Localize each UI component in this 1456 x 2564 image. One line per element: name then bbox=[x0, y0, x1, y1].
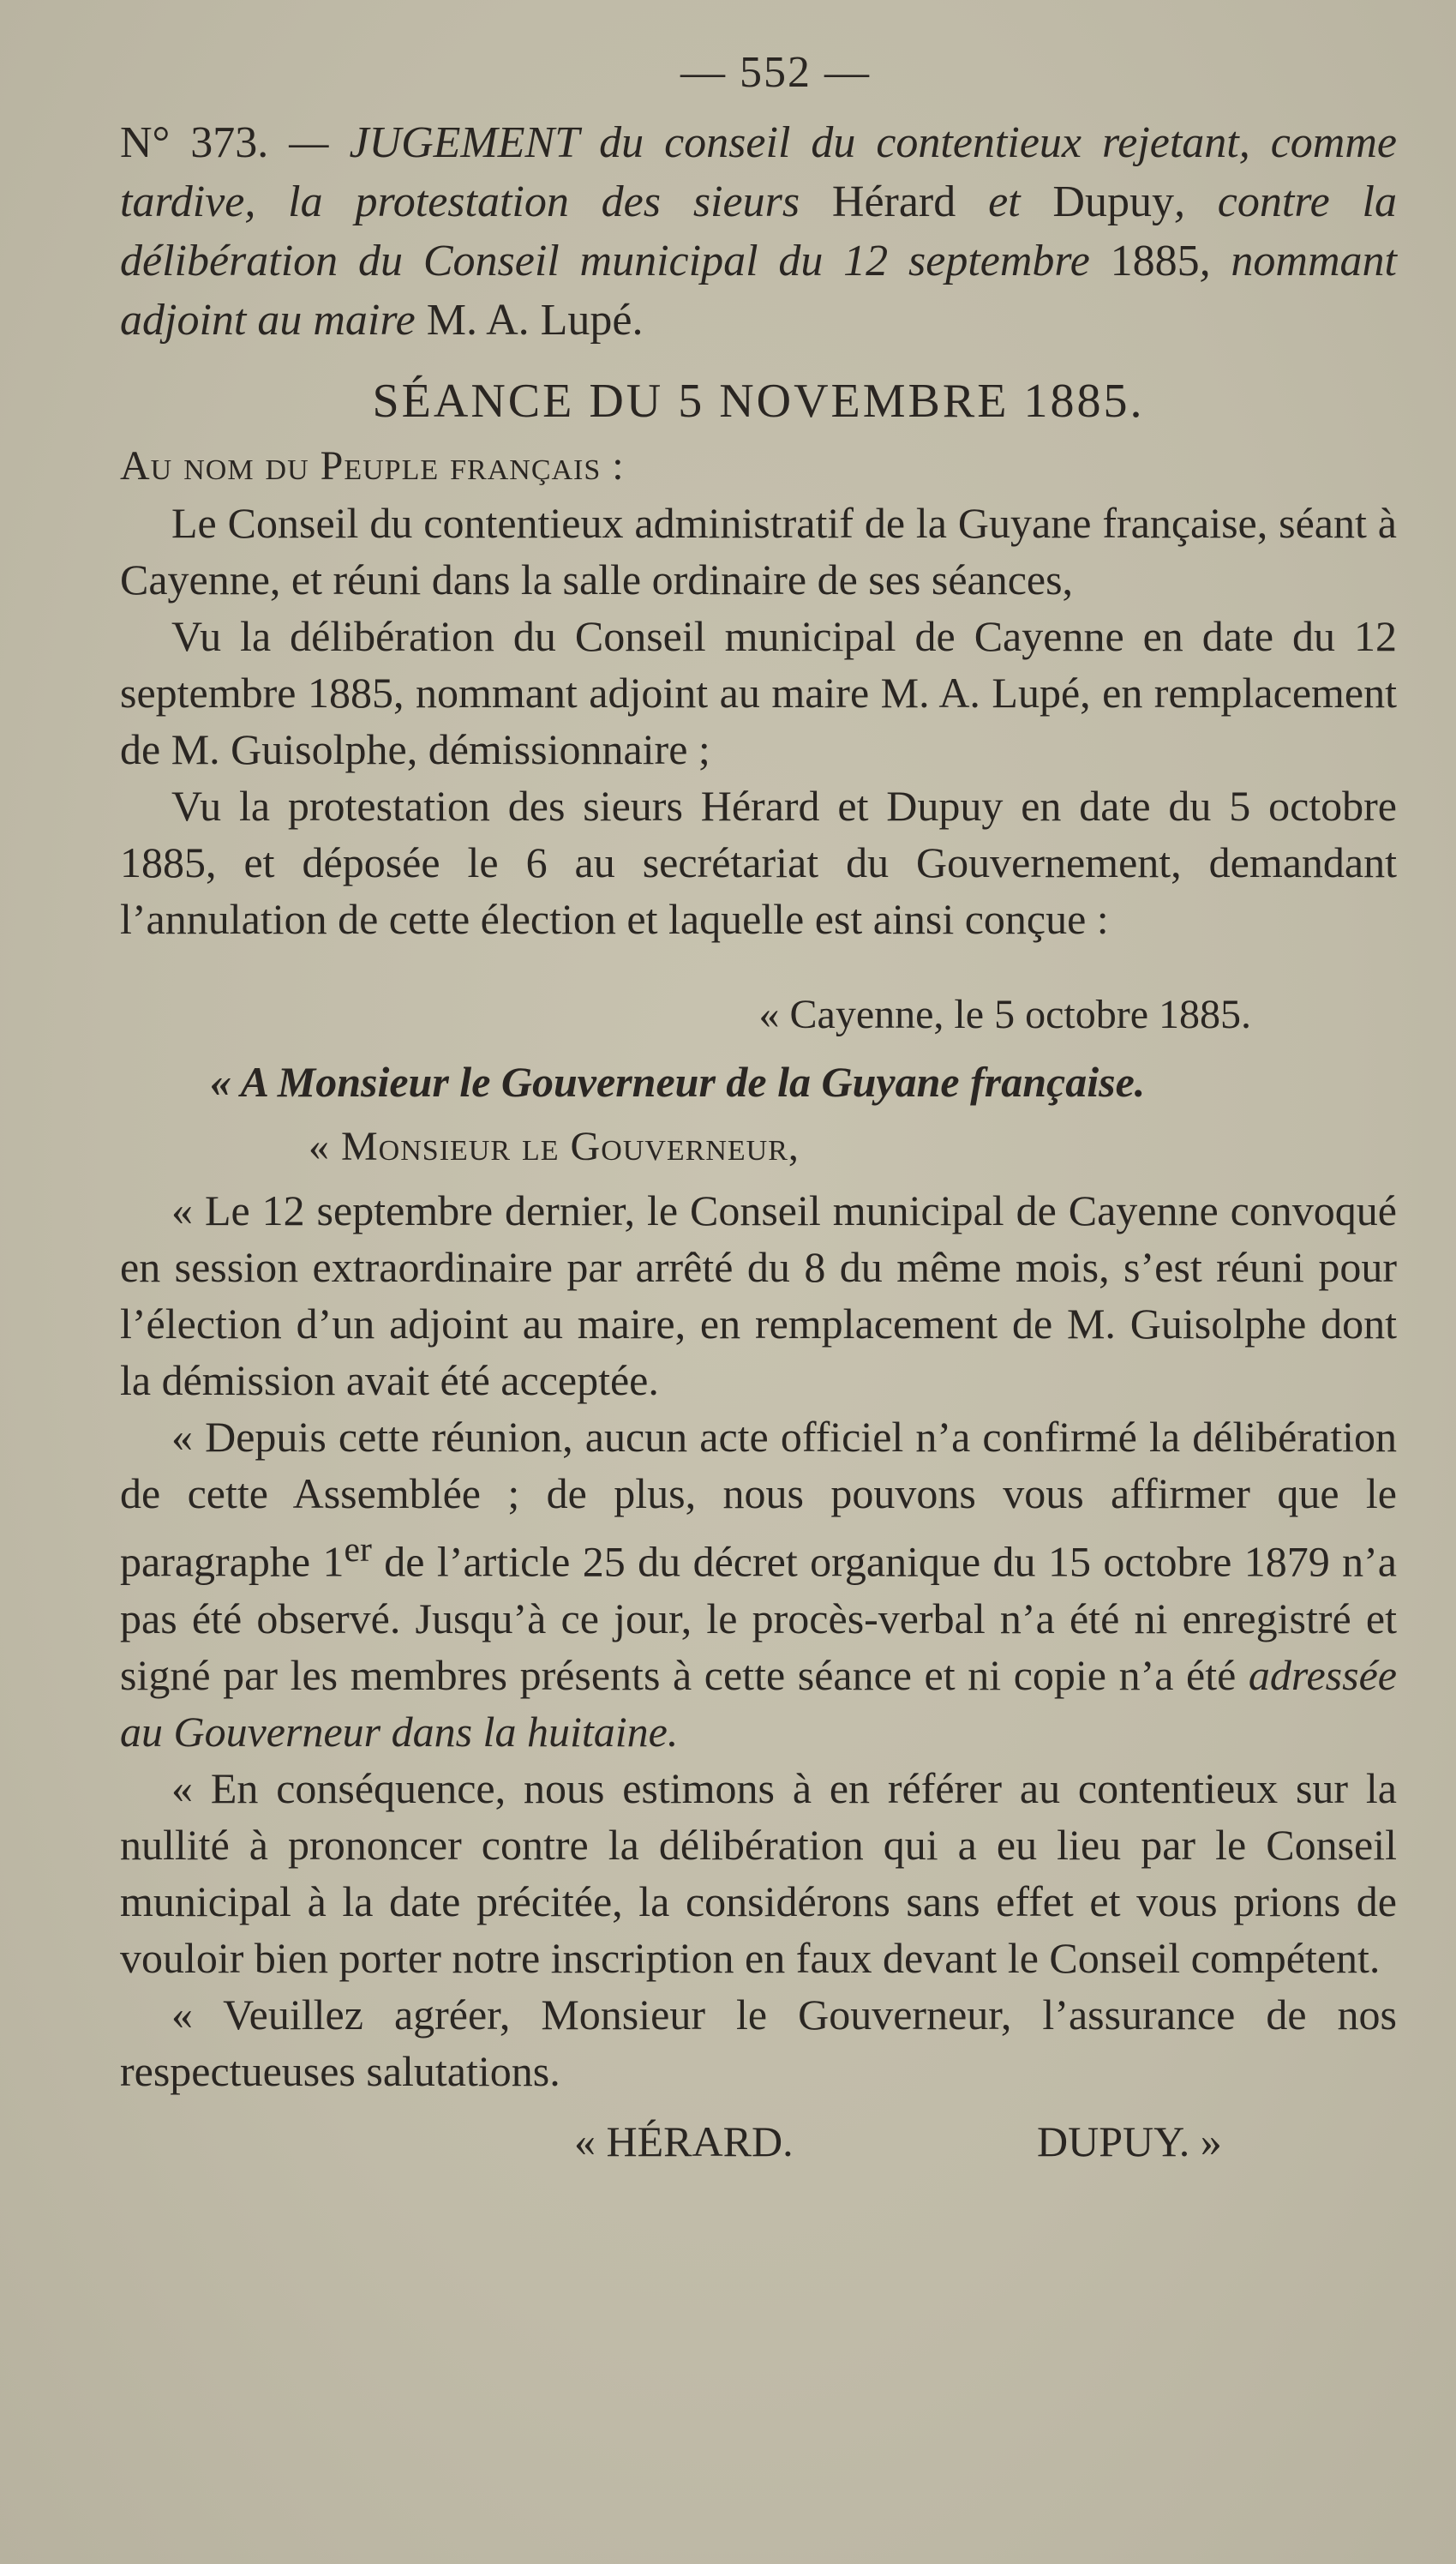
letter-paragraph-2-italic: adressée au Gouverneur dans la huitaine. bbox=[120, 1650, 1397, 1756]
entry-name-dupuy: Dupuy bbox=[1052, 177, 1174, 226]
signature-dupuy: DUPUY. » bbox=[1037, 2117, 1222, 2165]
paragraph-conseil: Le Conseil du contentieux administratif de la Guyane française, séant à Cayenne, et réuni dans la salle ordinaire de ses séances, bbox=[120, 499, 1397, 603]
signature-herard: « HÉRARD. bbox=[574, 2117, 794, 2165]
letter-paragraph-2 bbox=[120, 1408, 1397, 1760]
entry-title-part3: , contre la délibération du Conseil municipal du 12 septembre bbox=[120, 177, 1397, 285]
people-heading: Au nom du Peuple français : bbox=[120, 443, 625, 489]
entry-title-part2: et bbox=[956, 177, 1053, 226]
entry-title-part4: , nommant adjoint au maire bbox=[120, 237, 1397, 345]
entry-number: N° 373. bbox=[120, 118, 269, 167]
letter-paragraph-4: « Veuillez agréer, Monsieur le Gouverneur, l’assurance de nos respectueuses salutations. bbox=[120, 1990, 1397, 2095]
letter-paragraph-2-middle: de l’article 25 du décret organique du 15 octobre 1879 n’a pas été observé. Jusqu’à ce jour, le procès-verbal n’a été ni enregistré et signé par les membres présents à cette séance et ni copie n’a été bbox=[120, 1537, 1397, 1699]
page-number: — 552 — bbox=[680, 48, 871, 97]
entry-name-herard: Hérard bbox=[831, 177, 956, 226]
page-text bbox=[120, 47, 1397, 2173]
entry-person: M. A. Lupé. bbox=[426, 296, 644, 345]
entry-year: 1885 bbox=[1110, 237, 1200, 285]
letter-paragraph-3: « En conséquence, nous estimons à en référer au contentieux sur la nullité à prononcer contre la délibération qui a eu lieu par le Conseil municipal à la date précitée, la considérons sans effet et vous prions de vouloir bien porter notre inscription en faux devant le Conseil compétent. bbox=[120, 1763, 1397, 1982]
letter-paragraph-2-sup: er bbox=[344, 1530, 372, 1570]
paragraph-vu-protestation: Vu la protestation des sieurs Hérard et Dupuy en date du 5 octobre 1885, et déposée le 6 au secrétariat du Gouvernement, demandant l’annulation de cette élection et laquelle est ainsi conçue : bbox=[120, 782, 1397, 943]
signatures bbox=[120, 2113, 1397, 2173]
letter-address: « A Monsieur le Gouverneur de la Guyane française. bbox=[210, 1058, 1146, 1106]
letter-date: « Cayenne, le 5 octobre 1885. bbox=[758, 992, 1251, 1037]
entry-title bbox=[120, 113, 1397, 350]
letter-paragraph-1: « Le 12 septembre dernier, le Conseil municipal de Cayenne convoqué en session extraordinaire par arrêté du 8 du même mois, s’est réuni pour l’élection d’un adjoint au maire, en remplacement de M. Guisolphe dont la démission avait été acceptée. bbox=[120, 1186, 1397, 1404]
letter-paragraph-2-start: « Depuis cette réunion, aucun acte officiel n’a confirmé la délibération de cette Assemblée ; de plus, nous pouvons vous affirmer que le paragraphe 1 bbox=[120, 1413, 1397, 1586]
letter-salutation: « Monsieur le Gouverneur, bbox=[309, 1124, 800, 1169]
entry-title-part1: — JUGEMENT du conseil du contentieux rejetant, comme tardive, la protestation des sieurs bbox=[120, 118, 1397, 226]
paragraph-vu-deliberation: Vu la délibération du Conseil municipal de Cayenne en date du 12 septembre 1885, nommant adjoint au maire M. A. Lupé, en remplacement de M. Guisolphe, démissionnaire ; bbox=[120, 612, 1397, 773]
session-heading: SÉANCE DU 5 NOVEMBRE 1885. bbox=[372, 375, 1145, 428]
